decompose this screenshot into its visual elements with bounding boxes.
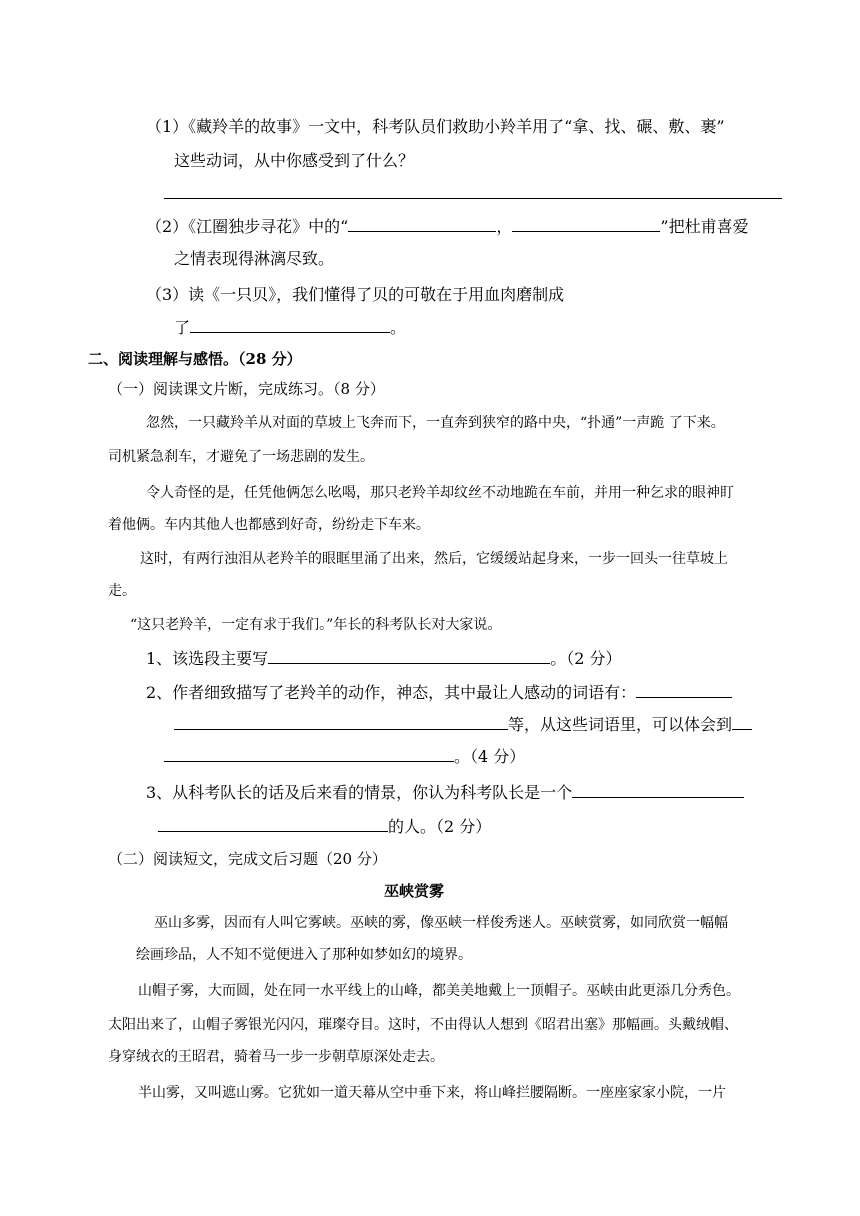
part-2-title: （二）阅读短文，完成文后习题（20 分） bbox=[108, 850, 387, 868]
question-1-line-2: 这些动词，从中你感受到了什么？ bbox=[174, 151, 415, 170]
question-3-suffix: 。 bbox=[390, 318, 407, 337]
question-1-line-1: （1）《藏羚羊的故事》一文中，科考队员们救助小羚羊用了“拿、找、碾、敷、裹” bbox=[146, 117, 725, 136]
part-1-paragraph-3-line-1: 这时，有两行浊泪从老羚羊的眼眶里涌了出来，然后，它缓缓站起身来，一步一回头一往草坡上 bbox=[140, 551, 728, 567]
exercise-1-blank[interactable] bbox=[268, 649, 550, 664]
question-2-blank-1[interactable] bbox=[348, 217, 496, 232]
section-2-title: 二、阅读理解与感悟。（28 分） bbox=[88, 350, 302, 368]
question-3-line-2 bbox=[174, 315, 406, 338]
exercise-2-blank-1[interactable] bbox=[636, 683, 732, 698]
part-1-title: （一）阅读课文片断，完成练习。（8 分） bbox=[108, 380, 385, 398]
exercise-1 bbox=[146, 646, 621, 669]
exercise-2-line-2 bbox=[174, 712, 752, 735]
question-2-line-1 bbox=[146, 214, 749, 237]
exercise-3-line-2 bbox=[158, 814, 491, 837]
exercise-1-prefix: 1、该选段主要写 bbox=[146, 649, 269, 668]
exercise-2-line-3 bbox=[164, 744, 525, 767]
exercise-3-line-1 bbox=[146, 780, 744, 803]
exercise-2-line-1 bbox=[146, 680, 732, 703]
exercise-2-blank-4[interactable] bbox=[164, 747, 454, 762]
exercise-1-suffix: 。（2 分） bbox=[550, 649, 622, 668]
article-paragraph-1-line-2: 绘画珍品，人不知不觉便进入了那种如梦如幻的境界。 bbox=[136, 947, 472, 963]
part-1-paragraph-1-line-2: 司机紧急刹车，才避免了一场悲剧的发生。 bbox=[108, 449, 374, 465]
question-2-blank-2[interactable] bbox=[512, 217, 660, 232]
exercise-3-blank-1[interactable] bbox=[572, 783, 744, 798]
question-2-suffix: ”把杜甫喜爱 bbox=[660, 217, 749, 236]
part-1-paragraph-2-line-2: 着他俩。车内其他人也都感到好奇，纷纷走下车来。 bbox=[108, 517, 430, 533]
exercise-2-middle: 等，从这些词语里，可以体会到 bbox=[508, 715, 733, 734]
exercise-2-text: 2、作者细致描写了老羚羊的动作，神态，其中最让人感动的词语有： bbox=[146, 683, 637, 702]
question-2-line-2: 之情表现得淋漓尽致。 bbox=[174, 249, 335, 268]
part-1-paragraph-2-line-1: 令人奇怪的是，任凭他俩怎么吆喝，那只老羚羊却纹丝不动地跪在车前，并用一种乞求的眼神盯 bbox=[146, 485, 734, 501]
part-1-paragraph-1-line-1: 忽然，一只藏羚羊从对面的草坡上飞奔而下，一直奔到狭窄的路中央，“扑通”一声跪 了下来。 bbox=[146, 415, 725, 431]
article-title: 巫峡赏雾 bbox=[384, 882, 445, 900]
exercise-2-blank-3[interactable] bbox=[732, 715, 752, 730]
exercise-3-suffix: 的人。（2 分） bbox=[388, 817, 492, 836]
part-1-paragraph-4: “这只老羚羊，一定有求于我们。”年长的科考队长对大家说。 bbox=[130, 617, 502, 633]
exercise-2-suffix: 。（4 分） bbox=[454, 747, 526, 766]
article-paragraph-3-line-1: 半山雾，又叫遮山雾。它犹如一道天幕从空中垂下来，将山峰拦腰隔断。一座座家家小院，一片 bbox=[138, 1085, 726, 1101]
part-1-paragraph-3-line-2: 走。 bbox=[108, 583, 136, 599]
question-2-prefix: （2）《江圈独步寻花》中的“ bbox=[146, 217, 349, 236]
question-2-comma: ， bbox=[496, 217, 513, 236]
exercise-3-blank-2[interactable] bbox=[158, 817, 388, 832]
exercise-2-blank-2[interactable] bbox=[174, 715, 508, 730]
article-paragraph-2-line-2: 太阳出来了，山帽子雾银光闪闪，璀璨夺目。这时，不由得认人想到《昭君出塞》那幅画。头戴绒帽、 bbox=[108, 1017, 738, 1033]
article-paragraph-2-line-3: 身穿绒衣的王昭君，骑着马一步一步朝草原深处走去。 bbox=[108, 1049, 444, 1065]
question-1-answer-line[interactable] bbox=[164, 198, 782, 199]
article-paragraph-1-line-1: 巫山多雾，因而有人叫它雾峡。巫峡的雾，像巫峡一样俊秀迷人。巫峡赏雾，如同欣赏一幅幅 bbox=[154, 915, 728, 931]
question-3-line-1: （3）读《一只贝》，我们懂得了贝的可敬在于用血肉磨制成 bbox=[146, 285, 565, 304]
question-3-prefix: 了 bbox=[174, 318, 191, 337]
question-3-blank[interactable] bbox=[190, 318, 390, 333]
exercise-3-text: 3、从科考队长的话及后来看的情景，你认为科考队长是一个 bbox=[146, 783, 573, 802]
article-paragraph-2-line-1: 山帽子雾，大而圆，处在同一水平线上的山峰，都美美地戴上一顶帽子。巫峡由此更添几分秀色。 bbox=[138, 983, 740, 999]
